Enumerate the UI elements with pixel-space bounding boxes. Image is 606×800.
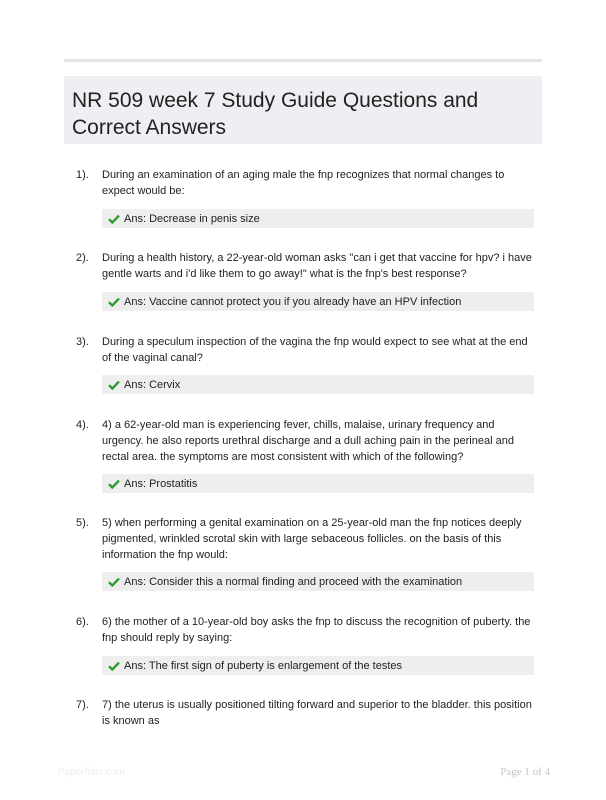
- check-icon: [108, 214, 120, 224]
- check-icon: [108, 479, 120, 489]
- question-number: 3).: [76, 336, 89, 348]
- check-icon: [108, 577, 120, 587]
- question-text: 6) the mother of a 10-year-old boy asks the fnp to discuss the recognition of puberty. the fnp should reply by saying:: [102, 616, 531, 644]
- question-text: During a speculum inspection of the vagina the fnp would expect to see what at the end of the vaginal canal?: [102, 336, 528, 364]
- answer-text: Ans: Vaccine cannot protect you if you already have an HPV infection: [124, 295, 462, 308]
- question-number: 1).: [76, 169, 89, 181]
- check-icon: [108, 380, 120, 390]
- answer-box: [102, 209, 534, 228]
- question-text: 7) the uterus is usually positioned tilting forward and superior to the bladder. this position is known as: [102, 699, 532, 727]
- question-number: 2).: [76, 252, 89, 264]
- answer-box: [102, 656, 534, 675]
- question-number: 6).: [76, 616, 89, 628]
- answer-text: Ans: Cervix: [124, 378, 181, 391]
- answer-text: Ans: Prostatitis: [124, 477, 198, 490]
- answer-box: [102, 572, 534, 591]
- question-text: 5) when performing a genital examination on a 25-year-old man the fnp notices deeply pigmented, wrinkled scrotal skin with large sebaceous follicles. on the basis of this information the fnp would:: [102, 517, 522, 561]
- answer-text: Ans: The first sign of puberty is enlargement of the testes: [124, 659, 402, 672]
- question-text: During a health history, a 22-year-old woman asks "can i get that vaccine for hpv? i have gentle warts and i'd like them to go away!" what is the fnp's best response?: [102, 252, 532, 280]
- answer-box: [102, 375, 534, 394]
- question-number: 7).: [76, 699, 89, 711]
- page-number: Page 1 of 4: [500, 766, 550, 778]
- check-icon: [108, 297, 120, 307]
- question-number: 5).: [76, 517, 89, 529]
- answer-text: Ans: Consider this a normal finding and proceed with the examination: [124, 575, 463, 588]
- footer-watermark: Paperfolio.com: [58, 767, 125, 778]
- answer-text: Ans: Decrease in penis size: [124, 212, 260, 225]
- title-banner: [64, 76, 542, 144]
- question-text: 4) a 62-year-old man is experiencing fever, chills, malaise, urinary frequency and urgency. he also reports urethral discharge and a dull aching pain in the perineal and rectal area. the symptoms are most consistent with which of the following?: [102, 419, 514, 463]
- answer-box: [102, 474, 534, 493]
- document-title: NR 509 week 7 Study Guide Questions and Correct Answers: [72, 89, 479, 139]
- check-icon: [108, 661, 120, 671]
- answer-box: [102, 292, 534, 311]
- question-number: 4).: [76, 419, 89, 431]
- top-divider: [64, 59, 542, 62]
- question-text: During an examination of an aging male the fnp recognizes that normal changes to expect would be:: [102, 169, 505, 197]
